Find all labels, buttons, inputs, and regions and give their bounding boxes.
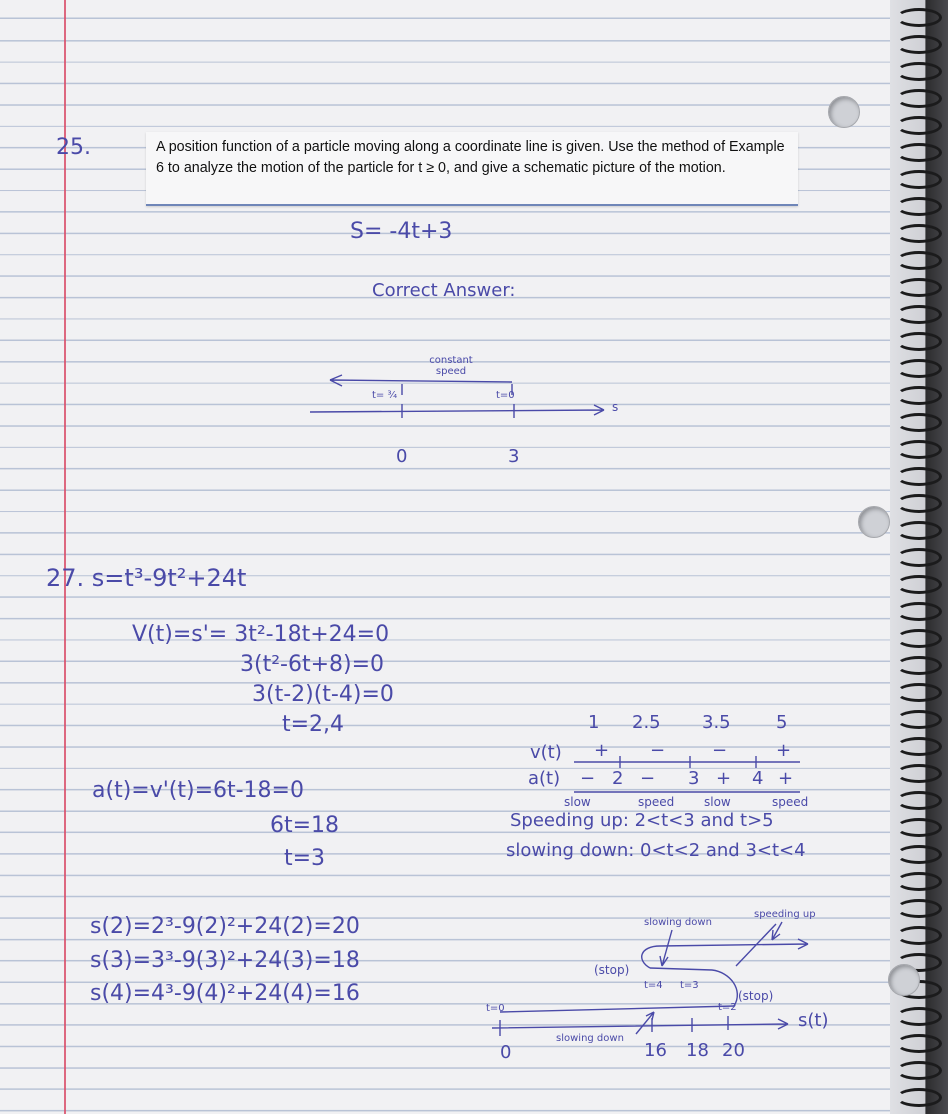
acceleration-line-2: 6t=18 xyxy=(270,813,340,838)
critical-point-3: 3 xyxy=(688,768,700,789)
t4-label: t=4 xyxy=(644,980,663,991)
tick-16-label: 16 xyxy=(644,1040,667,1061)
t2-label: t=2 xyxy=(718,1002,737,1013)
axis-s-label: s xyxy=(612,400,619,414)
slowing-down-bottom-label: slowing down xyxy=(556,1033,624,1044)
t-right-label: t=0 xyxy=(496,390,515,401)
description-3: slow xyxy=(704,795,731,809)
description-4: speed xyxy=(772,795,809,809)
problem-25-number: 25. xyxy=(56,135,91,160)
a-sign-1: − xyxy=(580,768,596,789)
slowing-down-top-label: slowing down xyxy=(644,917,712,928)
path-loop xyxy=(650,968,737,1006)
position-function: S= -4t+3 xyxy=(350,219,453,244)
st-axis-label: s(t) xyxy=(798,1010,829,1031)
tick-3-label: 3 xyxy=(508,446,520,467)
position-value-3: s(4)=4³-9(4)²+24(4)=16 xyxy=(90,981,360,1006)
v-sign-1: + xyxy=(594,740,610,761)
v-sign-3: − xyxy=(712,740,728,761)
v-sign-4: + xyxy=(776,740,792,761)
origin-label: 0 xyxy=(500,1042,512,1063)
p25-axis xyxy=(310,405,604,415)
constant-speed-label: constant speed xyxy=(429,355,473,377)
a-row-label: a(t) xyxy=(528,768,561,789)
critical-point-4: 4 xyxy=(752,768,764,789)
a-sign-4: + xyxy=(778,768,794,789)
velocity-line-2: 3(t²-6t+8)=0 xyxy=(240,652,385,677)
slowing-down-summary: slowing down: 0<t<2 and 3<t<4 xyxy=(506,840,806,861)
acceleration-line-3: t=3 xyxy=(284,846,326,871)
a-sign-2: − xyxy=(640,768,656,789)
position-value-1: s(2)=2³-9(2)²+24(2)=20 xyxy=(90,914,360,939)
t-left-label: t= ³⁄₄ xyxy=(372,390,398,401)
t0-label: t=0 xyxy=(486,1003,505,1014)
description-1: slow xyxy=(564,795,591,809)
problem-statement: A position function of a particle moving along a coordinate line is given. Use the method of Example 6 to analyze the motion of the particle for t ≥ 0, and give a schematic picture of the motion. xyxy=(156,139,785,176)
test-value-5: 5 xyxy=(776,712,788,733)
speeding-up-top-label: speeding up xyxy=(754,909,816,920)
test-value-3-5: 3.5 xyxy=(702,712,731,733)
velocity-line-3: 3(t-2)(t-4)=0 xyxy=(252,682,394,707)
tick-20-label: 20 xyxy=(722,1040,745,1061)
description-2: speed xyxy=(638,795,675,809)
t3-label: t=3 xyxy=(680,980,699,991)
test-value-2-5: 2.5 xyxy=(632,712,661,733)
s-axis xyxy=(492,1019,788,1029)
stop-right-label: (stop) xyxy=(738,989,774,1003)
annotation-arrow-slowing-down-top xyxy=(660,930,672,966)
critical-point-2: 2 xyxy=(612,768,624,789)
path-segment-0-to-2 xyxy=(500,1006,734,1012)
correct-answer-label: Correct Answer: xyxy=(372,280,516,301)
speeding-up-summary: Speeding up: 2<t<3 and t>5 xyxy=(510,810,774,831)
problem-27-function: 27. s=t³-9t²+24t xyxy=(46,564,247,592)
p25-motion-arrow xyxy=(330,375,512,386)
position-value-2: s(3)=3³-9(3)²+24(3)=18 xyxy=(90,948,360,973)
test-value-1: 1 xyxy=(588,712,600,733)
tick-18-label: 18 xyxy=(686,1040,709,1061)
stop-left-label: (stop) xyxy=(594,963,630,977)
a-sign-3: + xyxy=(716,768,732,789)
velocity-line-4: t=2,4 xyxy=(282,712,345,737)
annotation-arrow-speeding-up-top xyxy=(772,922,782,940)
velocity-line-1: V(t)=s'= 3t²-18t+24=0 xyxy=(132,622,390,647)
v-sign-2: − xyxy=(650,740,666,761)
tick-0-label: 0 xyxy=(396,446,408,467)
v-row-label: v(t) xyxy=(530,742,562,763)
path-segment-4-onward xyxy=(642,939,808,968)
acceleration-line-1: a(t)=v'(t)=6t-18=0 xyxy=(92,778,304,803)
